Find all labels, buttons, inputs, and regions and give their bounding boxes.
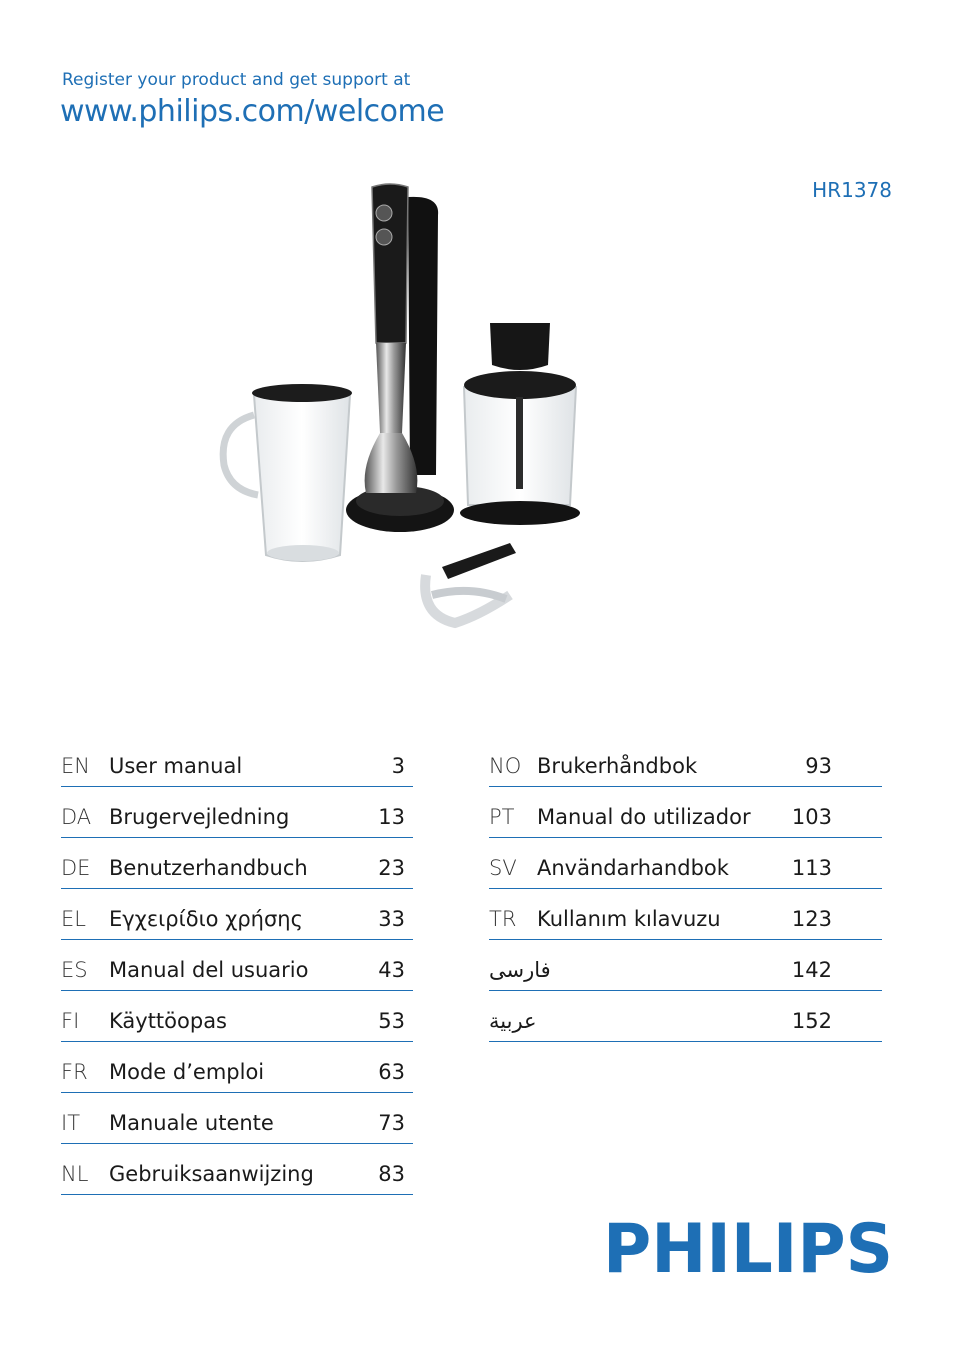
toc-title: Manual do utilizador — [537, 805, 751, 829]
toc-title: Brukerhåndbok — [537, 754, 698, 778]
register-text: Register your product and get support at — [62, 70, 411, 90]
toc-title: Manual del usuario — [109, 958, 309, 982]
toc-page-number: 53 — [378, 1009, 405, 1033]
toc-language-code: IT — [61, 1111, 81, 1135]
toc-page-number: 113 — [791, 856, 832, 880]
toc-page-number: 123 — [791, 907, 832, 931]
model-number: HR1378 — [812, 178, 892, 202]
toc-row-fa[interactable] — [489, 942, 882, 991]
toc-title: Brugervejledning — [109, 805, 290, 829]
toc-title: Användarhandbok — [537, 856, 729, 880]
toc-row-es[interactable] — [61, 942, 413, 991]
toc-row-it[interactable] — [61, 1095, 413, 1144]
philips-logo — [603, 1212, 893, 1278]
toc-language-code: FR — [61, 1060, 88, 1084]
chopper-bowl — [460, 323, 580, 525]
toc-title: Kullanım kılavuzu — [537, 907, 721, 931]
toc-row-no[interactable] — [489, 738, 882, 787]
toc-row-fi[interactable] — [61, 993, 413, 1042]
logo-text: PHILIPS — [603, 1212, 893, 1278]
beaker-jar — [223, 384, 352, 561]
toc-row-de[interactable] — [61, 840, 413, 889]
support-url-link[interactable]: www.philips.com/welcome — [60, 94, 445, 129]
toc-page-number: 83 — [378, 1162, 405, 1186]
toc-title: Mode d’emploi — [109, 1060, 265, 1084]
toc-page-number: 43 — [378, 958, 405, 982]
toc-title: Benutzerhandbuch — [109, 856, 308, 880]
toc-row-da[interactable] — [61, 789, 413, 838]
whisk-attachment — [425, 543, 516, 623]
toc-language-code: SV — [489, 856, 517, 880]
toc-row-nl[interactable] — [61, 1146, 413, 1195]
product-image — [210, 175, 590, 655]
toc-row-en[interactable] — [61, 738, 413, 787]
toc-row-tr[interactable] — [489, 891, 882, 940]
toc-title: عربية — [489, 1009, 537, 1033]
toc-title: Käyttöopas — [109, 1009, 228, 1033]
toc-language-code: NO — [489, 754, 522, 778]
toc-page-number: 152 — [791, 1009, 832, 1033]
toc-page-number: 142 — [791, 958, 832, 982]
toc-language-code: FI — [61, 1009, 80, 1033]
toc-title: فارسی — [489, 958, 551, 982]
toc-row-sv[interactable] — [489, 840, 882, 889]
toc-title: Εγχειρίδιο χρήσης — [109, 907, 303, 931]
toc-page-number: 73 — [378, 1111, 405, 1135]
toc-page-number: 63 — [378, 1060, 405, 1084]
toc-page-number: 33 — [378, 907, 405, 931]
toc-language-code: DE — [61, 856, 91, 880]
toc-language-code: PT — [489, 805, 515, 829]
toc-language-code: ES — [61, 958, 88, 982]
toc-title: Gebruiksaanwijzing — [109, 1162, 314, 1186]
toc-page-number: 93 — [805, 754, 832, 778]
toc-title: User manual — [109, 754, 243, 778]
toc-page-number: 13 — [378, 805, 405, 829]
toc-row-fr[interactable] — [61, 1044, 413, 1093]
toc-language-code: NL — [61, 1162, 89, 1186]
toc-page-number: 3 — [391, 754, 405, 778]
toc-page-number: 23 — [378, 856, 405, 880]
toc-language-code: DA — [61, 805, 92, 829]
toc-language-code: TR — [489, 907, 517, 931]
toc-row-ar[interactable] — [489, 993, 882, 1042]
toc-left-column — [61, 738, 413, 1197]
toc-language-code: EN — [61, 754, 90, 778]
toc-right-column — [489, 738, 882, 1044]
toc-language-code: EL — [61, 907, 86, 931]
toc-row-el[interactable] — [61, 891, 413, 940]
toc-row-pt[interactable] — [489, 789, 882, 838]
toc-page-number: 103 — [791, 805, 832, 829]
toc-title: Manuale utente — [109, 1111, 274, 1135]
